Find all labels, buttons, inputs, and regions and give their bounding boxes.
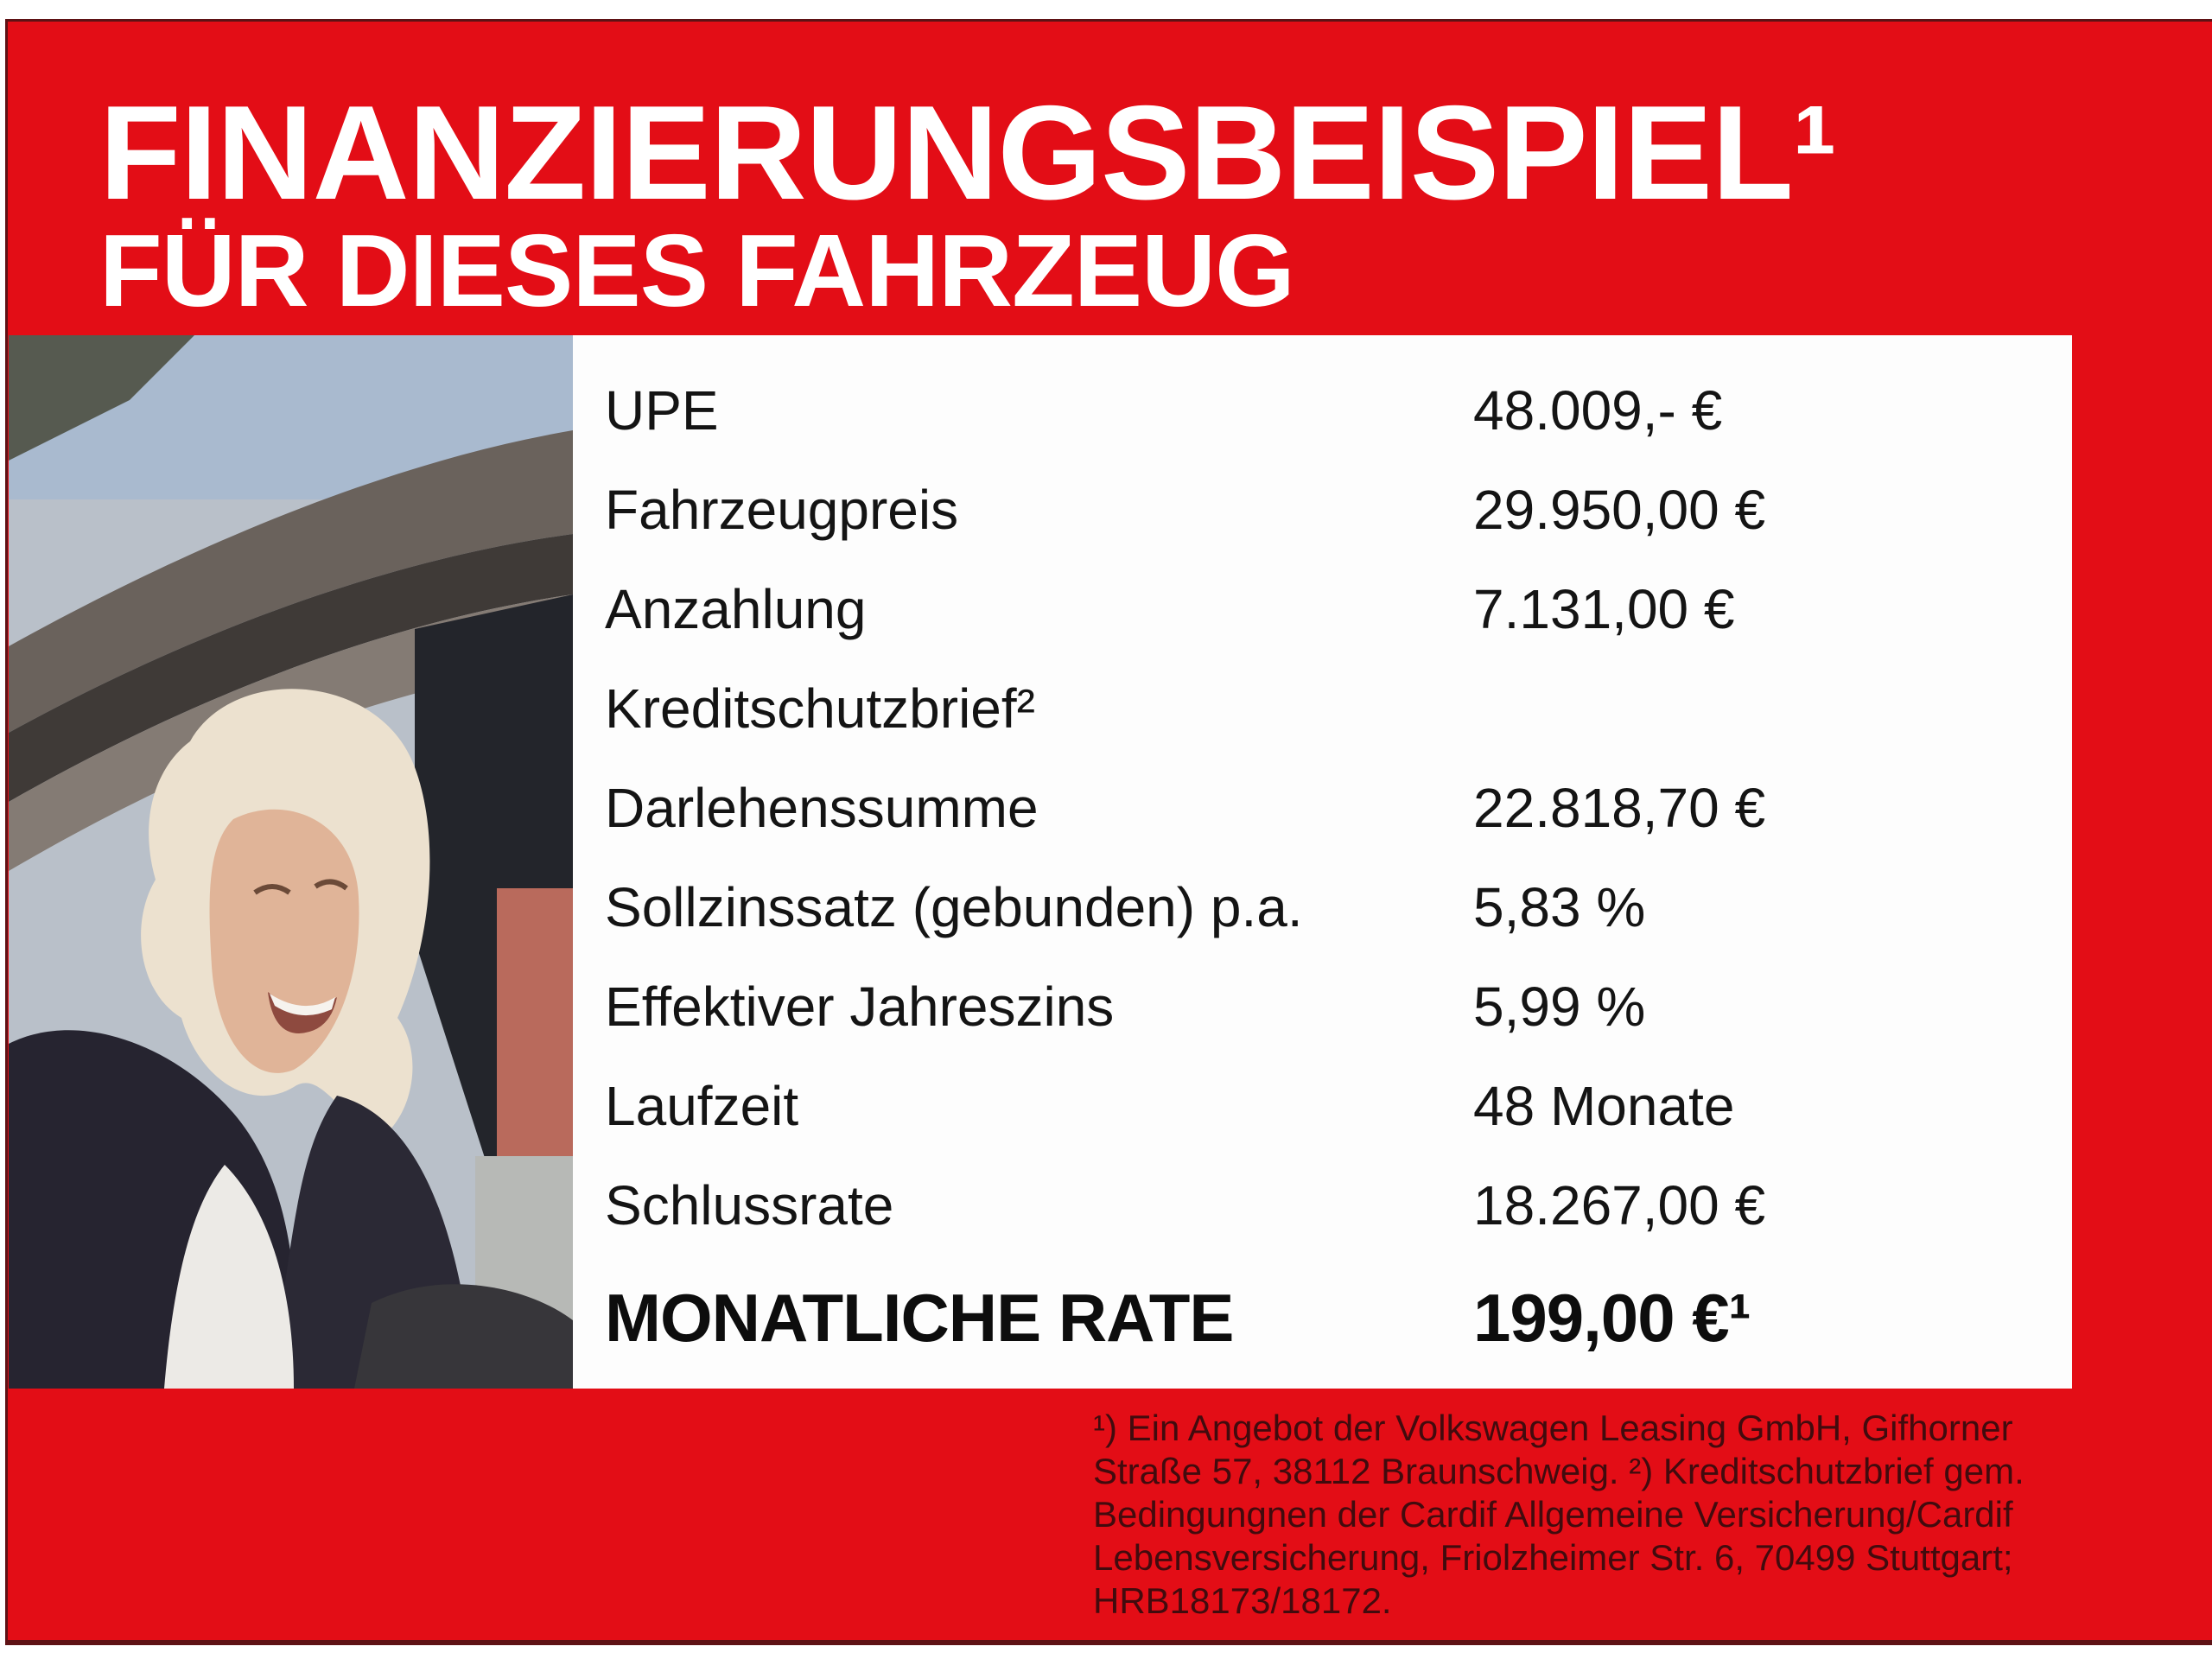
- footnote-line: Lebensversicherung, Friolzheimer Str. 6, 70499 Stuttgart;: [1093, 1537, 2013, 1578]
- row-value: 5,99 %: [1473, 976, 1646, 1038]
- woman-in-car-photo: [9, 335, 573, 1389]
- financing-data-panel: [573, 335, 2072, 1389]
- row-label: Anzahlung: [605, 578, 867, 640]
- row-value: 18.267,00 €: [1473, 1174, 1766, 1236]
- monthly-rate-value: 199,00 €¹: [1473, 1280, 1751, 1356]
- page-title: FINANZIERUNGSBEISPIEL¹: [99, 78, 1837, 227]
- row-value: 7.131,00 €: [1473, 578, 1735, 640]
- table-row: [573, 1174, 2072, 1277]
- row-label: Laufzeit: [605, 1075, 799, 1137]
- table-row: [573, 479, 2072, 582]
- row-label: Sollzinssatz (gebunden) p.a.: [605, 876, 1303, 938]
- row-label: Kreditschutzbrief²: [605, 677, 1035, 740]
- footnote-line: HRB18173/18172.: [1093, 1580, 1392, 1621]
- table-row: [573, 777, 2072, 880]
- legal-footnote: [1093, 1407, 2061, 1623]
- photo-illustration: [9, 335, 573, 1389]
- row-value: 5,83 %: [1473, 876, 1646, 938]
- footnote-line: Bedingungnen der Cardif Allgemeine Versicherung/Cardif: [1093, 1494, 2013, 1535]
- table-row: [573, 677, 2072, 780]
- table-row: [573, 876, 2072, 979]
- monthly-rate-row: [573, 1280, 2072, 1370]
- monthly-rate-label: MONATLICHE RATE: [605, 1280, 1234, 1356]
- row-label: Fahrzeugpreis: [605, 479, 959, 541]
- page-subtitle: FÜR DIESES FAHRZEUG: [99, 213, 1294, 328]
- financing-table: [573, 379, 2072, 1277]
- row-value: 48.009,- €: [1473, 379, 1723, 442]
- row-value: 22.818,70 €: [1473, 777, 1766, 839]
- row-label: Darlehenssumme: [605, 777, 1039, 839]
- row-value: 29.950,00 €: [1473, 479, 1766, 541]
- table-row: [573, 976, 2072, 1078]
- row-label: UPE: [605, 379, 719, 442]
- table-row: [573, 578, 2072, 681]
- footnote-line: Straße 57, 38112 Braunschweig. ²) Kreditschutzbrief gem.: [1093, 1451, 2024, 1491]
- row-value: 48 Monate: [1473, 1075, 1735, 1137]
- row-label: Schlussrate: [605, 1174, 894, 1236]
- table-row: [573, 1075, 2072, 1178]
- row-label: Effektiver Jahreszins: [605, 976, 1115, 1038]
- footnote-line: ¹) Ein Angebot der Volkswagen Leasing GmbH, Gifhorner: [1093, 1408, 2013, 1448]
- table-row: [573, 379, 2072, 482]
